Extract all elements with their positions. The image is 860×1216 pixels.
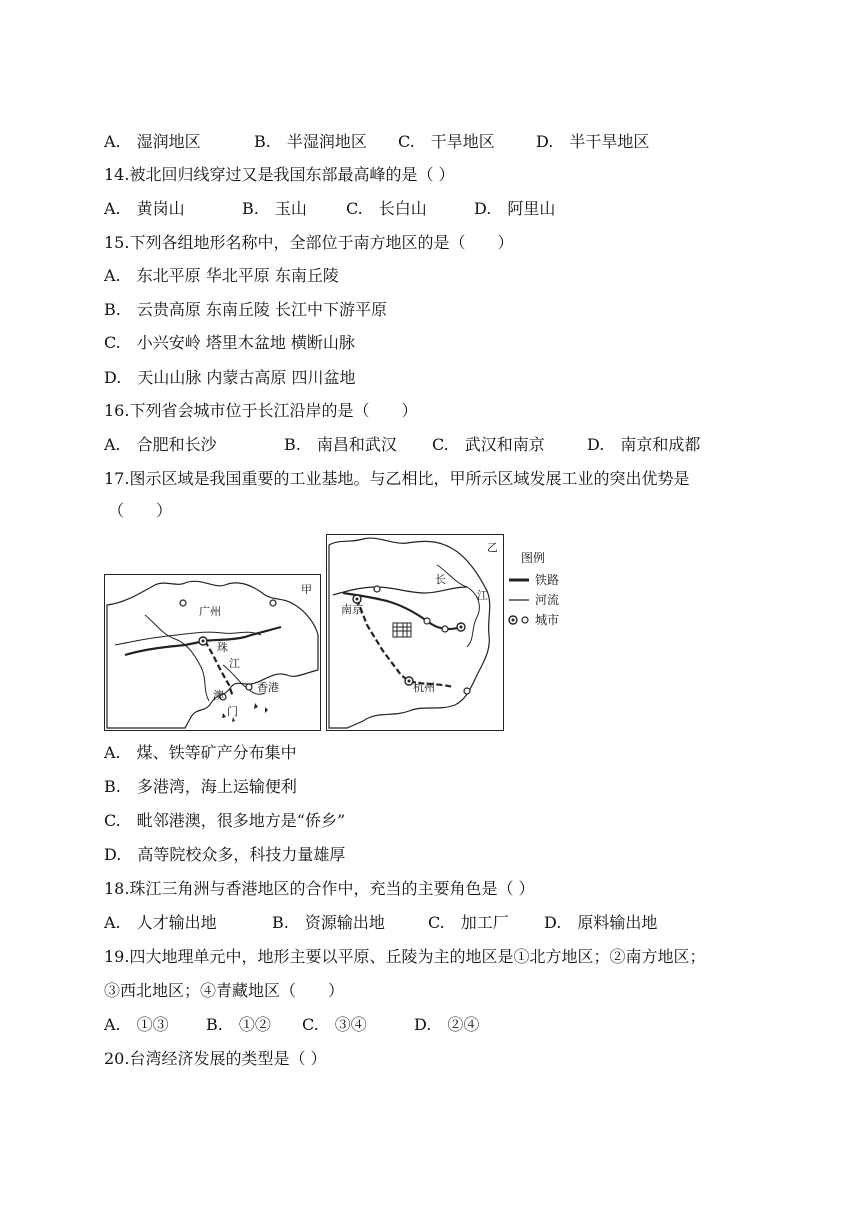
- jia-city-dot-1: [180, 600, 186, 606]
- q13-option-b: B. 半湿润地区: [254, 132, 367, 151]
- map-yi: [326, 534, 504, 731]
- q13-option-d: D. 半干旱地区: [536, 132, 650, 151]
- legend-rail: 铁路: [535, 573, 560, 587]
- q16-option-c: C. 武汉和南京: [432, 435, 545, 454]
- legend-title: 图例: [521, 551, 546, 565]
- q14-option-c: C. 长白山: [346, 199, 427, 218]
- jia-label-zhu: 珠: [217, 641, 228, 654]
- yi-label-nanjing: 南京: [341, 603, 363, 616]
- q13-options: [104, 131, 649, 153]
- q19-option-a: A. ①③: [104, 1015, 169, 1034]
- q14-option-a: A. 黄岗山: [104, 199, 185, 218]
- q16-option-d: D. 南京和成都: [587, 435, 701, 454]
- yi-city-dot-4: [464, 688, 470, 694]
- q19-option-d: D. ②④: [414, 1015, 480, 1034]
- q16-options: [104, 434, 700, 456]
- map-jia: [104, 574, 321, 731]
- q16-option-b: B. 南昌和武汉: [284, 435, 397, 454]
- map-yi-graphic: [327, 535, 503, 730]
- q18-options: [104, 912, 657, 934]
- q18-option-d: D. 原料输出地: [544, 913, 658, 932]
- jia-city-dot-2: [270, 600, 276, 606]
- legend-city-symbol-small: [522, 617, 528, 623]
- jia-label-ao: 澳: [213, 689, 224, 702]
- map-jia-graphic: [105, 575, 320, 730]
- legend-city: 城市: [535, 613, 560, 627]
- q19-option-c: C. ③④: [302, 1015, 367, 1034]
- jia-land: [107, 581, 318, 728]
- q17-question-line2: （ ）: [108, 501, 173, 520]
- q15-question: 15.下列各组地形名称中，全部位于南方地区的是（ ）: [104, 233, 514, 252]
- q16-option-a: A. 合肥和长沙: [104, 435, 217, 454]
- yi-label-chang: 长: [435, 573, 446, 586]
- q17-option-b: B. 多港湾，海上运输便利: [104, 777, 297, 796]
- q14-question: 14.被北回归线穿过又是我国东部最高峰的是（ ）: [104, 165, 455, 184]
- yi-lake: [393, 623, 411, 637]
- jia-city-hongkong: [246, 684, 252, 690]
- yi-city-dot-2: [424, 618, 430, 624]
- q14-option-b: B. 玉山: [242, 199, 307, 218]
- q17-option-d: D. 高等院校众多，科技力量雄厚: [104, 845, 346, 864]
- q17-option-c: C. 毗邻港澳，很多地方是“侨乡”: [104, 811, 346, 830]
- jia-label-guangzhou: 广州: [199, 605, 221, 618]
- q17-option-a: A. 煤、铁等矿产分布集中: [104, 743, 297, 762]
- q13-option-c: C. 干旱地区: [398, 132, 495, 151]
- q18-option-b: B. 资源输出地: [272, 913, 385, 932]
- yi-city-dot-3: [442, 626, 448, 632]
- q18-option-a: A. 人才输出地: [104, 913, 217, 932]
- q15-option-b: B. 云贵高原 东南丘陵 长江中下游平原: [104, 300, 388, 319]
- q14-option-d: D. 阿里山: [474, 199, 556, 218]
- q16-question: 16.下列省会城市位于长江沿岸的是（ ）: [104, 401, 418, 420]
- q14-options: [104, 198, 555, 220]
- q18-question: 18.珠江三角洲与香港地区的合作中，充当的主要角色是（ ）: [104, 879, 535, 898]
- q19-question-line2: ③西北地区；④青藏地区（ ）: [104, 981, 345, 1000]
- q15-option-d: D. 天山山脉 内蒙古高原 四川盆地: [104, 368, 356, 387]
- jia-tag: 甲: [301, 583, 312, 596]
- jia-label-men: 门: [227, 705, 238, 718]
- legend-graphic: [505, 548, 575, 638]
- yi-city-dot-1: [374, 586, 380, 592]
- q19-question-line1: 19.四大地理单元中，地形主要以平原、丘陵为主的地区是①北方地区；②南方地区；: [104, 947, 706, 966]
- legend-river: 河流: [535, 593, 560, 607]
- jia-inner-coast: [145, 615, 209, 701]
- jia-label-jiang: 江: [229, 657, 240, 670]
- yi-tag: 乙: [487, 541, 498, 554]
- q18-option-c: C. 加工厂: [428, 913, 509, 932]
- map-legend: [505, 548, 575, 638]
- q15-option-c: C. 小兴安岭 塔里木盆地 横断山脉: [104, 333, 355, 352]
- q15-option-a: A. 东北平原 华北平原 东南丘陵: [104, 266, 339, 285]
- q20-question: 20.台湾经济发展的类型是（ ）: [104, 1049, 327, 1068]
- jia-label-hongkong: 香港: [257, 681, 279, 694]
- q19-option-b: B. ①②: [206, 1015, 271, 1034]
- q13-option-a: A. 湿润地区: [104, 132, 201, 151]
- yi-railway-south: [357, 599, 453, 687]
- q19-options: [104, 1014, 479, 1036]
- yi-label-hangzhou: 杭州: [413, 681, 435, 694]
- yi-land: [329, 538, 490, 728]
- yi-label-jiang: 江: [477, 589, 488, 602]
- q17-question-line1: 17.图示区域是我国重要的工业基地。与乙相比，甲所示区域发展工业的突出优势是: [104, 469, 690, 488]
